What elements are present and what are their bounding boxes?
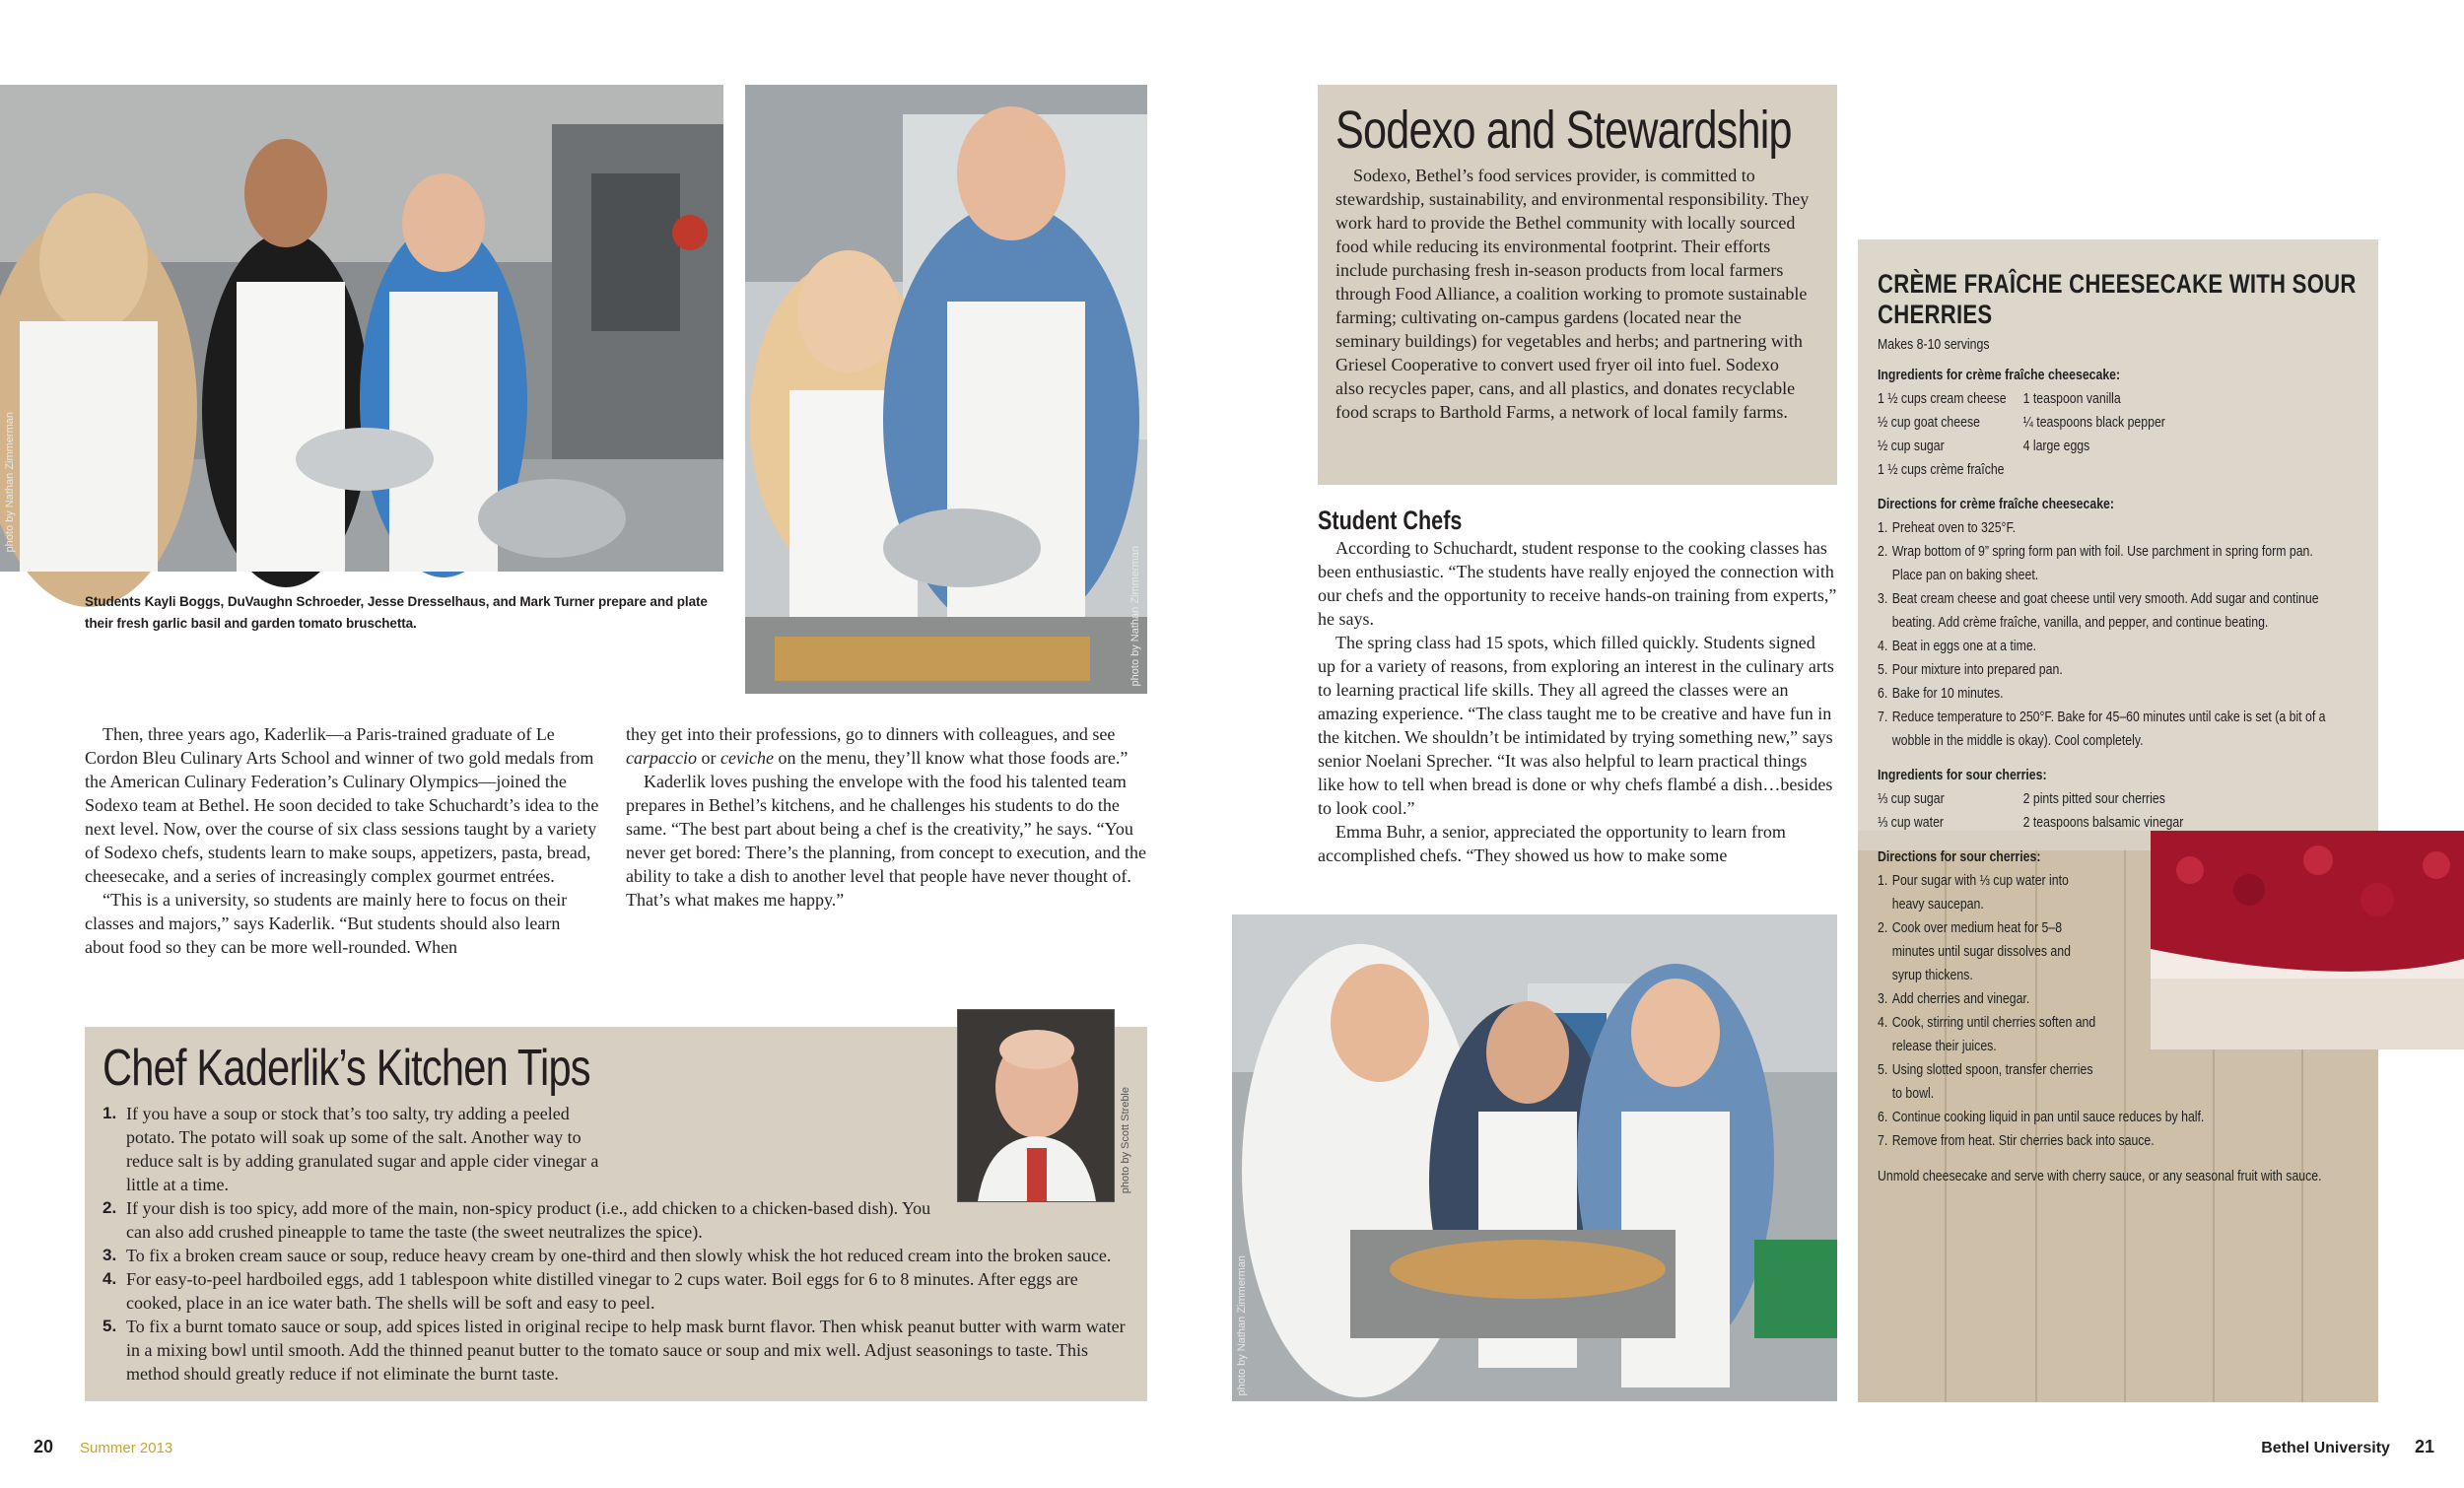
student-chefs-heading: Student Chefs: [1318, 506, 1463, 535]
student-chefs-column: [1318, 536, 1837, 867]
paragraph: Emma Buhr, a senior, appreciated the opportunity to learn from accomplished chefs. “They showed us how to make some: [1318, 822, 1786, 865]
student-chefs-photo: [1232, 914, 1837, 1401]
student-plating-photo: [745, 85, 1147, 694]
footer-left: [34, 1437, 172, 1457]
issue-label: Summer 2013: [80, 1440, 173, 1456]
cherries-ingredients: [1878, 787, 2362, 835]
paragraph: Kaderlik loves pushing the envelope with the food his talented team prepares in Bethel’s kitchens, and he challenges his students to do the same. “The best part about being a chef is the creativity,” he says. “You never get bored: There’s the planning, from concept to execution, and the ability to take a dish to another level that people have never thought of. That’s what makes me happy.”: [626, 772, 1146, 910]
direction-step: 2. Wrap bottom of 9” spring form pan with foil. Use parchment in spring form pan. Place pan on baking sheet.: [1878, 543, 2313, 583]
tip-item: 3. To fix a broken cream sauce or soup, reduce heavy cream by one-third and then slowly whisk the hot reduced cream into the broken sauce.: [103, 1246, 1112, 1265]
direction-step: 3. Add cherries and vinegar.: [1878, 990, 2030, 1007]
paragraph: “This is a university, so students are mainly here to focus on their classes and majors,” says Kaderlik. “But students should also learn about food so they can be more well-rounded. When: [85, 890, 568, 957]
tip-item: 2. If your dish is too spicy, add more of the main, non-spicy product (i.e., add chicken to a chicken-based dish). You can also add crushed pineapple to tame the taste (the sweet neutralizes the spice).: [103, 1198, 931, 1242]
paragraph: they get into their professions, go to dinners with colleagues, and see carpaccio or ceviche on the menu, they’ll know what those foods are.”: [626, 724, 1129, 768]
tip-item: 1. If you have a soup or stock that’s too salty, try adding a peeled potato. The potato will soak up some of the salt. Another way to reduce salt is by adding granulated sugar and apple cider vinegar a little at a time.: [103, 1104, 599, 1194]
photo-credit: photo by Nathan Zimmerman: [4, 411, 16, 552]
page-number: 20: [34, 1437, 54, 1456]
photo-credit: photo by Nathan Zimmerman: [1129, 545, 1141, 686]
paragraph: According to Schuchardt, student response to the cooking classes has been enthusiastic. “The students have really enjoyed the connection with our chefs and the opportunity to receive hands-on training from experts,” he says.: [1318, 538, 1837, 629]
cheesecake-photo: [2151, 831, 2464, 1049]
direction-step: 6. Continue cooking liquid in pan until sauce reduces by half.: [1878, 1109, 2205, 1125]
ingredient-row: ½ cup goat cheese ¼ teaspoons black pepper: [1878, 414, 2165, 431]
direction-step: 5. Using slotted spoon, transfer cherries to bowl.: [1878, 1061, 2093, 1102]
direction-step: 5. Pour mixture into prepared pan.: [1878, 661, 2063, 678]
ingredient-row: ⅓ cup sugar 2 pints pitted sour cherries: [1878, 790, 2165, 807]
recipe-card: [1858, 239, 2378, 1402]
recipe-closing-note: Unmold cheesecake and serve with cherry sauce, or any seasonal fruit with sauce.: [1878, 1168, 2322, 1184]
sodexo-box: [1318, 85, 1837, 485]
sodexo-title: Sodexo and Stewardship: [1335, 101, 1792, 160]
direction-step: 3. Beat cream cheese and goat cheese until very smooth. Add sugar and continue beating. Add crème fraîche, vanilla, and pepper, and continue beating.: [1878, 590, 2319, 631]
ingredient-row: ⅓ cup water 2 teaspoons balsamic vinegar: [1878, 814, 2184, 831]
ingredient-row: ½ cup sugar 4 large eggs: [1878, 438, 2090, 454]
direction-step: 2. Cook over medium heat for 5–8 minutes until sugar dissolves and syrup thickens.: [1878, 919, 2071, 983]
cheesecake-ingredients: [1878, 387, 2362, 482]
paragraph: The spring class had 15 spots, which filled quickly. Students signed up for a variety of reasons, from exploring an interest in the culinary arts to learning practical life skills. They all agreed the classes were an amazing experience. “The class taught me to be creative and have fun in the kitchen. We shouldn’t be intimidated by trying something new,” says senior Noelani Sprecher. “It was also helpful to learn practical things like how to tell when bread is done or why chefs flambé a dish…besides to look cool.”: [1318, 633, 1834, 818]
recipe-section-heading: Ingredients for crème fraîche cheesecake:: [1878, 367, 2121, 383]
cheesecake-directions: [1878, 516, 2330, 753]
direction-step: 7. Reduce temperature to 250°F. Bake for 45–60 minutes until cake is set (a bit of a wobble in the middle is okay). Cool completely.: [1878, 709, 2326, 749]
chef-portrait-photo: [957, 1009, 1131, 1202]
tip-item: 5. To fix a burnt tomato sauce or soup, add spices listed in original recipe to help mask burnt flavor. Then whisk peanut butter with warm water in a mixing bowl until smooth. Add the thinned peanut butter to the tomato sauce or soup and mix well. Adjust seasonings to taste. This method should greatly reduce if not eliminate the burnt taste.: [103, 1317, 1126, 1384]
page-number: 21: [2414, 1437, 2434, 1456]
publication-name: Bethel University: [2261, 1440, 2390, 1456]
recipe-servings: Makes 8-10 servings: [1878, 336, 1990, 353]
ingredient-row: 1 ½ cups crème fraîche: [1878, 461, 2005, 478]
photo-caption: Students Kayli Boggs, DuVaughn Schroeder, Jesse Dresselhaus, and Mark Turner prepare and plate their fresh garlic basil and garden tomato bruschetta.: [85, 594, 708, 631]
direction-step: 4. Cook, stirring until cherries soften and release their juices.: [1878, 1014, 2096, 1054]
kitchen-tips-title: Chef Kaderlik’s Kitchen Tips: [103, 1040, 590, 1097]
footer-right: [2261, 1437, 2434, 1457]
tip-item: 4. For easy-to-peel hardboiled eggs, add 1 tablespoon white distilled vinegar to 2 cups water. Boil eggs for 6 to 8 minutes. After eggs are cooked, place in an ice water bath. The shells will be soft and easy to peel.: [103, 1269, 1078, 1313]
paragraph: Then, three years ago, Kaderlik—a Paris-trained graduate of Le Cordon Bleu Culinary Arts School and winner of two gold medals from the American Culinary Federation’s Culinary Olympics—joined the Sodexo team at Bethel. He soon decided to take Schuchardt’s idea to the next level. Now, over the course of six class sessions taught by a variety of Sodexo chefs, students learn to make soups, appetizers, pasta, bread, cheesecake, and a series of increasingly complex gourmet entrées.: [85, 724, 599, 886]
article-column-2: [626, 722, 1148, 912]
recipe-section-heading: Directions for crème fraîche cheesecake:: [1878, 496, 2114, 512]
direction-step: 1. Pour sugar with ⅓ cup water into heavy saucepan.: [1878, 872, 2069, 913]
photo-credit: photo by Scott Streble: [1120, 1086, 1131, 1193]
direction-step: 4. Beat in eggs one at a time.: [1878, 638, 2037, 654]
direction-step: 7. Remove from heat. Stir cherries back into sauce.: [1878, 1132, 2155, 1149]
direction-step: 1. Preheat oven to 325°F.: [1878, 519, 2017, 536]
recipe-section-heading: Directions for sour cherries:: [1878, 848, 2041, 865]
photo-credit: photo by Nathan Zimmerman: [1236, 1254, 1248, 1395]
kitchen-group-photo: [0, 85, 723, 572]
direction-step: 6. Bake for 10 minutes.: [1878, 685, 2004, 702]
sodexo-body: Sodexo, Bethel’s food services provider, is committed to stewardship, sustainability, and environmental responsibility. They work hard to provide the Bethel community with locally sourced food while reducing its environmental footprint. Their efforts include purchasing fresh in-season products from local farmers through Food Alliance, a coalition working to promote sustainable farming; cultivating on-campus gardens (located near the seminary buildings) for vegetables and herbs; and partnering with Griesel Cooperative to convert used fryer oil into fuel. Sodexo also recycles paper, cans, and all plastics, and donates recyclable food scraps to Barthold Farms, a network of local family farms.: [1335, 166, 1810, 422]
ingredient-row: 1 ½ cups cream cheese 1 teaspoon vanilla: [1878, 390, 2121, 407]
article-column-1: [85, 722, 599, 959]
recipe-title: CRÈME FRAÎCHE CHEESECAKE WITH SOUR CHERRIES: [1878, 269, 2357, 329]
recipe-section-heading: Ingredients for sour cherries:: [1878, 767, 2047, 783]
